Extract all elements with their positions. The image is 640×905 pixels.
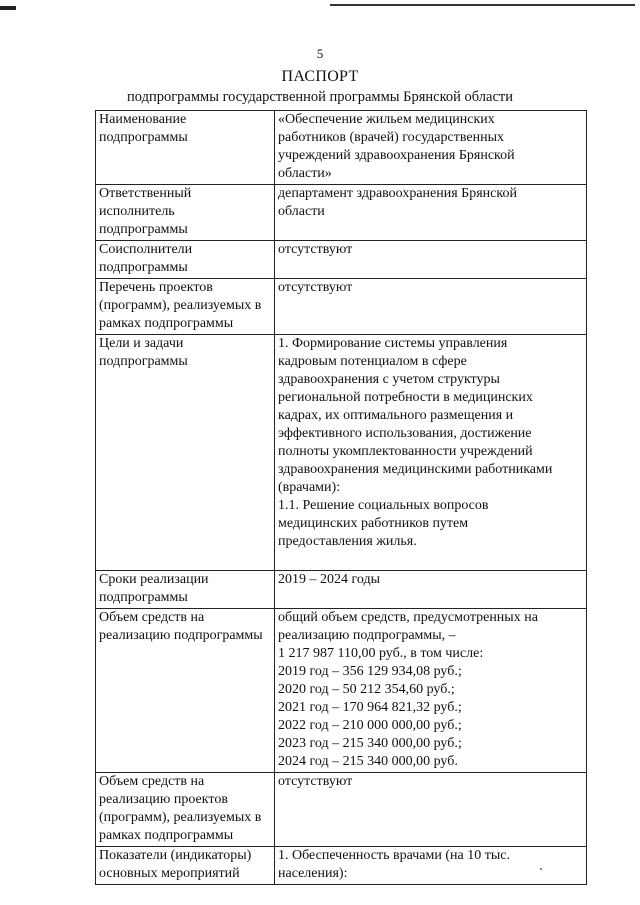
- row-label-line: Цели и задачи: [99, 336, 184, 351]
- row-value-line: области: [278, 204, 325, 219]
- passport-table: [95, 110, 587, 885]
- blank-line: [278, 551, 583, 569]
- row-label-line: Ответственный: [99, 186, 192, 201]
- row-value-line: предоставления жилья.: [278, 534, 417, 549]
- row-value-line: медицинских работников путем: [278, 516, 469, 531]
- row-value-line: эффективного использования, достижение: [278, 426, 532, 441]
- row-value-cell: [275, 111, 587, 185]
- row-value-line: здравоохранения с учетом структуры: [278, 372, 500, 387]
- row-value-line: работников (врачей) государственных: [278, 130, 504, 145]
- row-value-line: реализацию подпрограммы, –: [278, 628, 456, 643]
- passport-row: [96, 111, 587, 185]
- row-label-line: реализацию проектов: [99, 792, 228, 807]
- row-value-line: 1. Обеспеченность врачами (на 10 тыс.: [278, 848, 510, 863]
- row-value-line: здравоохранения медицинскими работниками: [278, 462, 553, 477]
- row-label-line: Перечень проектов: [99, 280, 213, 295]
- page-number: 5: [316, 46, 324, 61]
- row-value-line: кадрах, их оптимального размещения и: [278, 408, 514, 423]
- row-value-cell: [275, 847, 587, 885]
- row-label-line: подпрограммы: [99, 260, 188, 275]
- row-label-line: рамках подпрограммы: [99, 316, 234, 331]
- scan-speck: [540, 868, 542, 870]
- row-label-line: Показатели (индикаторы): [99, 848, 252, 863]
- row-value-cell: [275, 609, 587, 773]
- document-title: ПАСПОРТ: [281, 68, 359, 85]
- row-value-line: отсутствуют: [278, 774, 353, 789]
- row-value-line: отсутствуют: [278, 280, 353, 295]
- row-label-cell: [96, 241, 275, 279]
- row-label-cell: [96, 279, 275, 335]
- row-value-cell: [275, 773, 587, 847]
- row-value-line: «Обеспечение жильем медицинских: [278, 112, 495, 127]
- row-value-line: населения):: [278, 866, 348, 881]
- row-label-cell: [96, 609, 275, 773]
- row-label-line: Сроки реализации: [99, 572, 209, 587]
- row-value-line: 2024 год – 215 340 000,00 руб.: [278, 754, 458, 769]
- row-value-line: учреждений здравоохранения Брянской: [278, 148, 515, 163]
- row-label-line: рамках подпрограммы: [99, 828, 234, 843]
- row-value-line: полноты укомплектованности учреждений: [278, 444, 533, 459]
- row-value-line: 1 217 987 110,00 руб., в том числе:: [278, 646, 484, 661]
- passport-row: [96, 335, 587, 571]
- row-value-line: общий объем средств, предусмотренных на: [278, 610, 538, 625]
- row-value-line: 2021 год – 170 964 821,32 руб.;: [278, 700, 462, 715]
- passport-row: [96, 571, 587, 609]
- row-label-line: реализацию подпрограммы: [99, 628, 263, 643]
- row-label-line: основных мероприятий: [99, 866, 240, 881]
- row-value-line: 2019 – 2024 годы: [278, 572, 381, 587]
- row-label-cell: [96, 335, 275, 571]
- row-value-line: 2022 год – 210 000 000,00 руб.;: [278, 718, 462, 733]
- row-label-line: (программ), реализуемых в: [99, 298, 262, 313]
- row-value-line: 2023 год – 215 340 000,00 руб.;: [278, 736, 462, 751]
- row-value-cell: [275, 185, 587, 241]
- row-value-line: (врачами):: [278, 480, 341, 495]
- row-label-line: подпрограммы: [99, 222, 188, 237]
- row-value-line: 1.1. Решение социальных вопросов: [278, 498, 489, 513]
- row-label-line: Соисполнители: [99, 242, 193, 257]
- row-value-line: департамент здравоохранения Брянской: [278, 186, 517, 201]
- row-value-line: 1. Формирование системы управления: [278, 336, 508, 351]
- passport-row: [96, 241, 587, 279]
- row-label-cell: [96, 111, 275, 185]
- row-value-line: региональной потребности в медицинских: [278, 390, 533, 405]
- row-label-line: подпрограммы: [99, 354, 188, 369]
- row-label-cell: [96, 185, 275, 241]
- row-label-line: Наименование: [99, 112, 187, 127]
- row-label-line: подпрограммы: [99, 590, 188, 605]
- document-subtitle: подпрограммы государственной программы Брянской области: [126, 89, 513, 105]
- row-label-line: Объем средств на: [99, 610, 205, 625]
- row-label-cell: [96, 773, 275, 847]
- row-value-cell: [275, 279, 587, 335]
- row-value-line: области»: [278, 166, 332, 181]
- row-value-line: отсутствуют: [278, 242, 353, 257]
- row-value-line: 2020 год – 50 212 354,60 руб.;: [278, 682, 455, 697]
- row-label-cell: [96, 571, 275, 609]
- row-value-cell: [275, 241, 587, 279]
- row-value-line: кадровым потенциалом в сфере: [278, 354, 467, 369]
- passport-row: [96, 279, 587, 335]
- scan-artifact-left: [0, 6, 16, 10]
- passport-row: [96, 847, 587, 885]
- row-value-line: 2019 год – 356 129 934,08 руб.;: [278, 664, 462, 679]
- passport-row: [96, 609, 587, 773]
- row-label-line: Объем средств на: [99, 774, 205, 789]
- passport-row: [96, 185, 587, 241]
- row-label-line: (программ), реализуемых в: [99, 810, 262, 825]
- row-value-cell: [275, 335, 587, 571]
- passport-table-body: [96, 111, 587, 885]
- row-label-line: подпрограммы: [99, 130, 188, 145]
- scan-artifact-top-line: [330, 4, 635, 6]
- row-value-cell: [275, 571, 587, 609]
- row-label-cell: [96, 847, 275, 885]
- passport-row: [96, 773, 587, 847]
- row-label-line: исполнитель: [99, 204, 175, 219]
